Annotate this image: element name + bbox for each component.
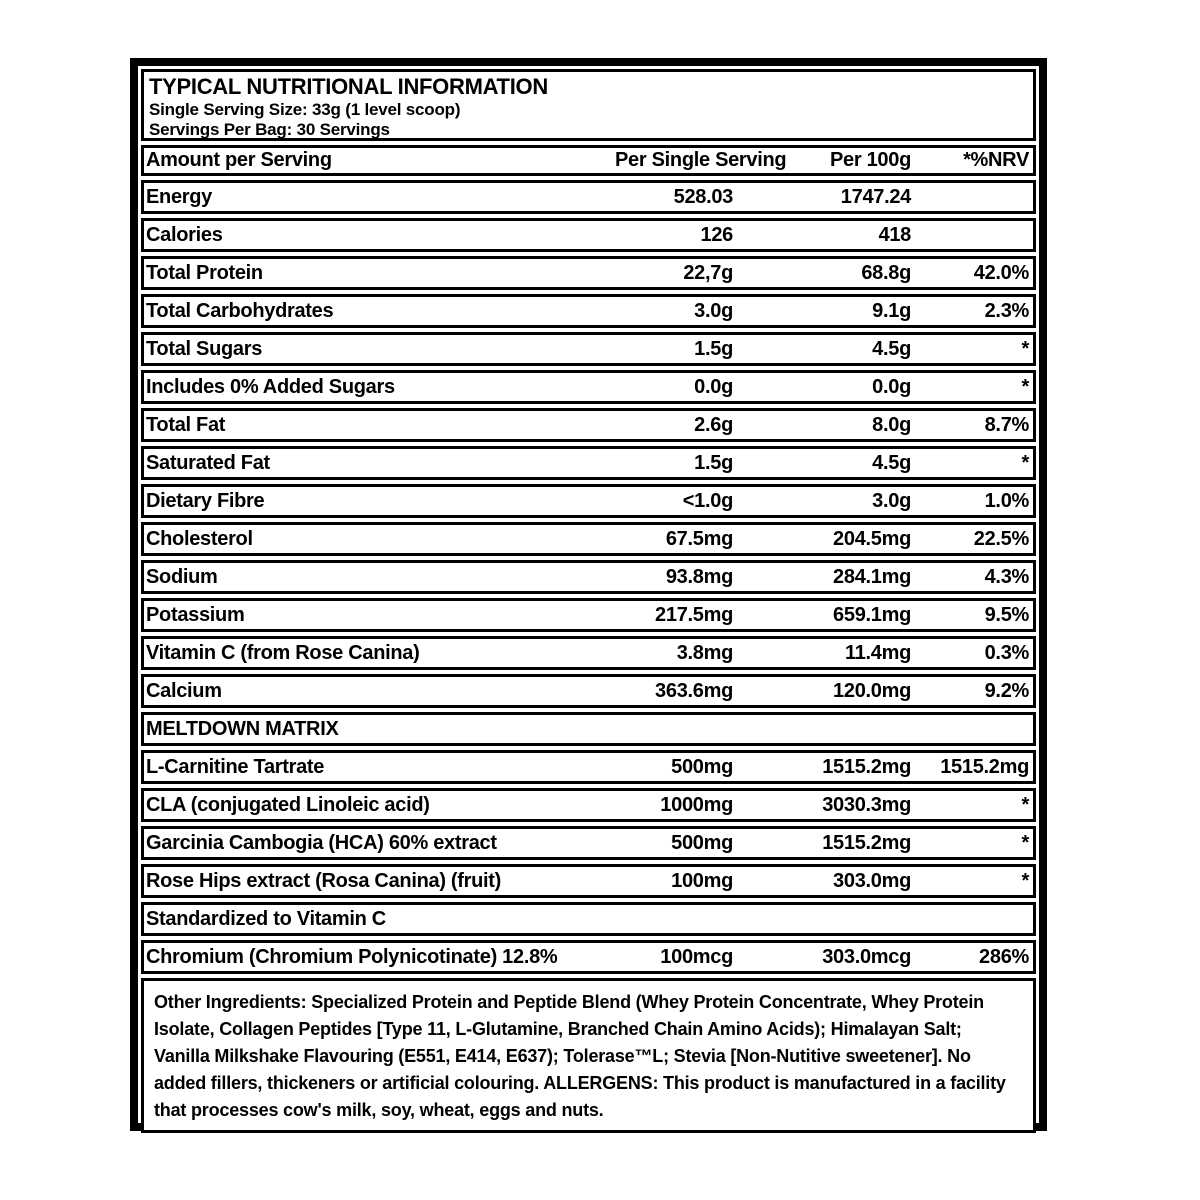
- row-per-serving-value: 100mcg: [660, 945, 733, 968]
- row-nrv-value: 8.7%: [984, 413, 1029, 436]
- column-header-row: [141, 145, 1036, 176]
- row-per-100g-value: 4.5g: [872, 337, 911, 360]
- row-nrv-value: 1.0%: [984, 489, 1029, 512]
- table-row: [141, 522, 1036, 556]
- row-per-serving-value: 1000mg: [660, 793, 733, 816]
- column-header-per-100g: Per 100g: [830, 149, 911, 171]
- table-row: [141, 940, 1036, 974]
- row-per-serving-value: 0.0g: [694, 375, 733, 398]
- row-label: L-Carnitine Tartrate: [146, 755, 325, 778]
- row-label: Total Protein: [146, 261, 263, 284]
- table-row: [141, 408, 1036, 442]
- row-nrv-value: 42.0%: [973, 261, 1029, 284]
- row-nrv-value: *: [1021, 375, 1029, 398]
- row-label: Total Carbohydrates: [146, 299, 334, 322]
- row-nrv-value: 1515.2mg: [940, 755, 1029, 778]
- row-per-serving-value: 1.5g: [694, 337, 733, 360]
- row-per-100g-value: 8.0g: [872, 413, 911, 436]
- table-row: [141, 864, 1036, 898]
- row-per-100g-value: 418: [878, 223, 911, 246]
- table-row: [141, 294, 1036, 328]
- row-label: Chromium (Chromium Polynicotinate) 12.8%: [146, 945, 558, 968]
- row-per-serving-value: 1.5g: [694, 451, 733, 474]
- title-block: [141, 69, 1036, 141]
- row-label: Sodium: [146, 565, 218, 588]
- row-per-100g-value: 284.1mg: [833, 565, 911, 588]
- column-header-amount: Amount per Serving: [146, 149, 332, 171]
- table-row: [141, 636, 1036, 670]
- row-per-100g-value: 659.1mg: [833, 603, 911, 626]
- row-per-serving-value: 3.8mg: [676, 641, 733, 664]
- other-ingredients-block: [141, 978, 1036, 1133]
- row-label: Rose Hips extract (Rosa Canina) (fruit): [146, 869, 502, 892]
- row-label: Cholesterol: [146, 527, 253, 550]
- row-per-100g-value: 11.4mg: [844, 641, 911, 664]
- row-nrv-value: 4.3%: [984, 565, 1029, 588]
- row-label: Dietary Fibre: [146, 489, 265, 512]
- table-row: [141, 788, 1036, 822]
- row-nrv-value: *: [1021, 337, 1029, 360]
- row-label: Potassium: [146, 603, 245, 626]
- row-nrv-value: 9.5%: [984, 603, 1029, 626]
- row-per-100g-value: 68.8g: [861, 261, 911, 284]
- table-row: [141, 256, 1036, 290]
- section-header-row: [141, 712, 1036, 746]
- column-header-per-single-serving: Per Single Serving: [615, 149, 787, 171]
- table-row: [141, 370, 1036, 404]
- table-row: [141, 446, 1036, 480]
- row-per-serving-value: 126: [700, 223, 733, 246]
- row-nrv-value: *: [1021, 793, 1029, 816]
- serving-size-line: Single Serving Size: 33g (1 level scoop): [149, 100, 461, 119]
- row-per-serving-value: 93.8mg: [665, 565, 733, 588]
- row-nrv-value: 2.3%: [984, 299, 1029, 322]
- table-row: [141, 484, 1036, 518]
- table-row: [141, 180, 1036, 214]
- row-per-serving-value: 500mg: [671, 755, 733, 778]
- row-per-serving-value: 67.5mg: [665, 527, 733, 550]
- table-row: [141, 826, 1036, 860]
- row-per-serving-value: 2.6g: [694, 413, 733, 436]
- row-per-100g-value: 204.5mg: [833, 527, 911, 550]
- row-per-100g-value: 3030.3mg: [822, 793, 911, 816]
- row-nrv-value: 0.3%: [984, 641, 1029, 664]
- row-per-serving-value: 3.0g: [694, 299, 733, 322]
- row-per-serving-value: 528.03: [673, 185, 733, 208]
- row-nrv-value: 9.2%: [984, 679, 1029, 702]
- row-per-100g-value: 4.5g: [872, 451, 911, 474]
- row-per-100g-value: 1515.2mg: [822, 755, 911, 778]
- table-row: [141, 674, 1036, 708]
- row-per-serving-value: 22,7g: [683, 261, 733, 284]
- row-per-serving-value: <1.0g: [682, 489, 733, 512]
- panel-title: TYPICAL NUTRITIONAL INFORMATION: [149, 74, 548, 99]
- row-nrv-value: 22.5%: [973, 527, 1029, 550]
- row-label: Calcium: [146, 679, 222, 702]
- column-header-nrv: *%NRV: [963, 149, 1029, 171]
- row-label: Calories: [146, 223, 223, 246]
- row-label: Vitamin C (from Rose Canina): [146, 641, 420, 664]
- row-label: Total Sugars: [146, 337, 263, 360]
- row-nrv-value: *: [1021, 869, 1029, 892]
- other-ingredients-text: Other Ingredients: Specialized Protein and Peptide Blend (Whey Protein Concentrate, Whey Protein Isolate, Collagen Peptides [Type 11, L-Glutamine, Branched Chain Amino Acids); Himalayan Salt; Vanilla Milkshake Flavouring (E551, E414, E637); Tolerase™L; Stevia [Non-Nutitive sweetener]. No added fillers, thickeners or artificial colouring. ALLERGENS: This product is manufactured in a facility that processes cow's milk, soy, wheat, eggs and nuts.: [154, 992, 1006, 1120]
- table-row: [141, 560, 1036, 594]
- row-per-100g-value: 1515.2mg: [822, 831, 911, 854]
- row-per-100g-value: 9.1g: [872, 299, 911, 322]
- row-per-serving-value: 100mg: [671, 869, 733, 892]
- row-per-serving-value: 217.5mg: [655, 603, 733, 626]
- table-row: [141, 218, 1036, 252]
- row-per-100g-value: 303.0mg: [833, 869, 911, 892]
- servings-per-bag-line: Servings Per Bag: 30 Servings: [149, 120, 390, 139]
- row-nrv-value: *: [1021, 451, 1029, 474]
- table-row: [141, 750, 1036, 784]
- table-row: [141, 332, 1036, 366]
- row-per-serving-value: 500mg: [671, 831, 733, 854]
- row-label: Includes 0% Added Sugars: [146, 375, 395, 398]
- row-per-100g-value: 120.0mg: [833, 679, 911, 702]
- row-label: Total Fat: [146, 413, 226, 436]
- row-label: Standardized to Vitamin C: [146, 907, 386, 930]
- row-label: Saturated Fat: [146, 451, 270, 474]
- row-nrv-value: *: [1021, 831, 1029, 854]
- table-row: [141, 598, 1036, 632]
- row-label: CLA (conjugated Linoleic acid): [146, 793, 430, 816]
- row-label: MELTDOWN MATRIX: [146, 717, 339, 740]
- row-label: Energy: [146, 185, 213, 208]
- row-per-100g-value: 3.0g: [872, 489, 911, 512]
- row-per-100g-value: 0.0g: [872, 375, 911, 398]
- row-nrv-value: 286%: [979, 945, 1029, 968]
- nutrition-facts-panel: [130, 58, 1047, 1131]
- row-per-serving-value: 363.6mg: [655, 679, 733, 702]
- row-per-100g-value: 303.0mcg: [822, 945, 911, 968]
- row-label: Garcinia Cambogia (HCA) 60% extract: [146, 831, 497, 854]
- section-header-row: [141, 902, 1036, 936]
- row-per-100g-value: 1747.24: [840, 185, 911, 208]
